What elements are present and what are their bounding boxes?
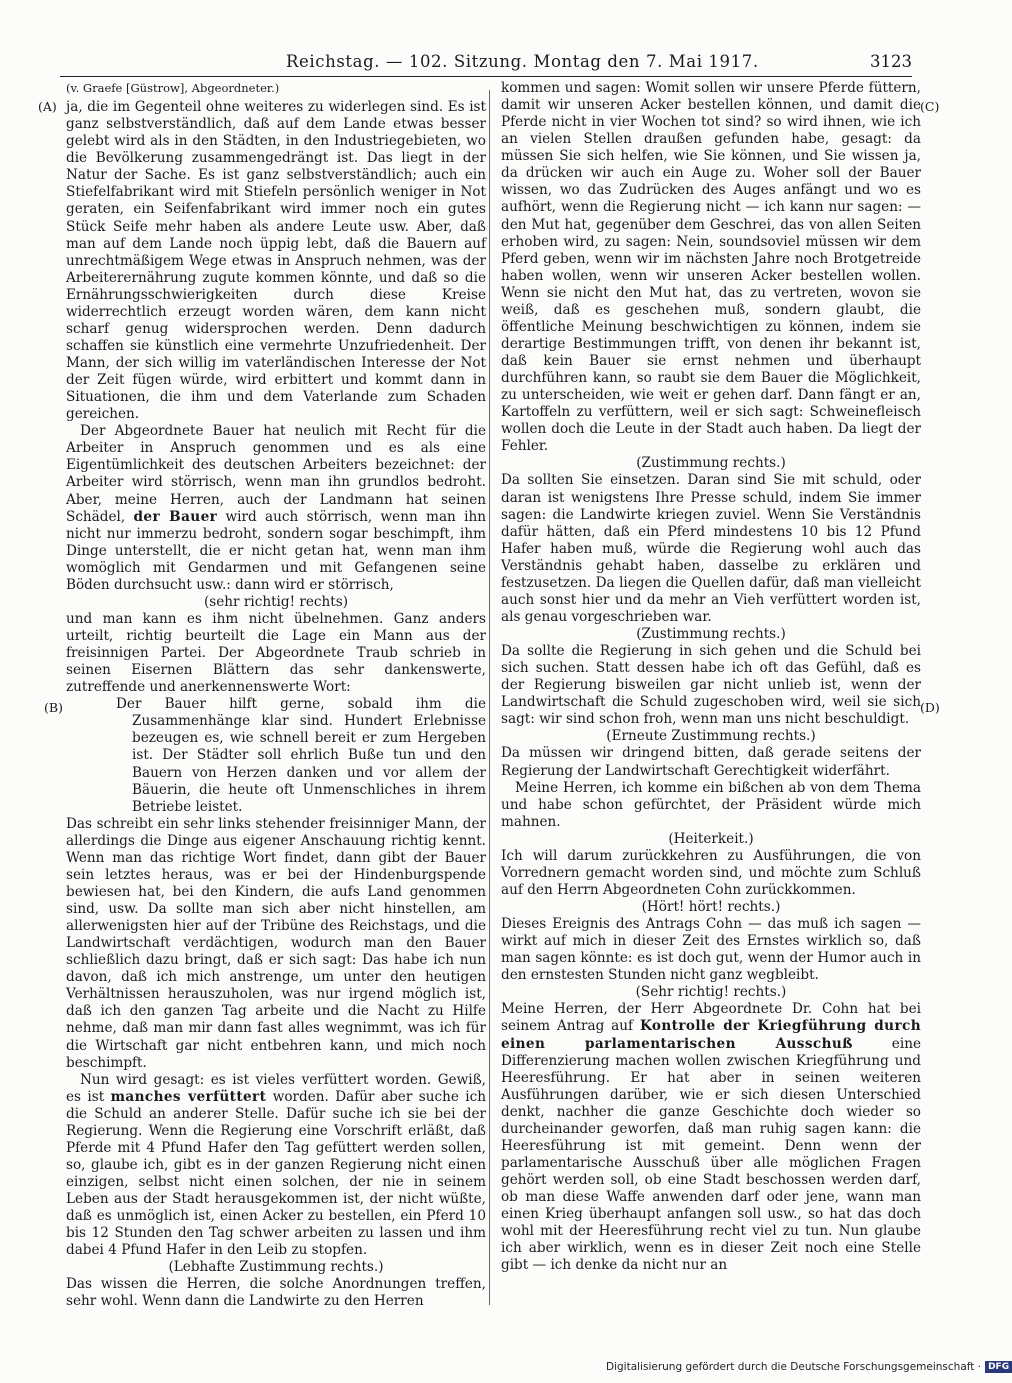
- emphasis: Kontrolle der Kriegführung durch einen parlamentarischen Ausschuß: [501, 1018, 921, 1052]
- footer-text: Digitalisierung gefördert durch die Deutsche Forschungsgemeinschaft: [606, 1361, 975, 1373]
- running-title: Reichstag. — 102. Sitzung. Montag den 7. Mai 1917.: [286, 52, 759, 71]
- funding-footer: Digitalisierung gefördert durch die Deutsche Forschungsgemeinschaft · DFG: [606, 1361, 1012, 1373]
- paragraph: Das wissen die Herren, die solche Anordnungen treffen, sehr wohl. Wenn dann die Landwirte zu den Herren: [66, 1276, 486, 1310]
- paragraph: Ich will darum zurückkehren zu Ausführungen, die von Vorrednern gemacht worden sind, und möchte zum Schluß auf den Herrn Abgeordneten Cohn zurückkommen.: [501, 847, 921, 898]
- paragraph: Da müssen wir dringend bitten, daß gerade seitens der Regierung der Landwirtschaft Gerechtigkeit widerfährt.: [501, 745, 921, 779]
- column-divider: [489, 90, 490, 1305]
- paragraph: Da sollten Sie einsetzen. Daran sind Sie mit schuld, oder daran ist wenigstens Ihre Presse schuld, indem Sie immer sagen: die Landwirte kriegen zuviel. Wenn Sie Verständnis dafür hätten, daß ein Pferd mindestens 10 bis 12 Pfund Hafer haben muß, würde die Regierung wohl auch das Verständnis gehabt haben, dasselbe zu erklären und festzusetzen. Da liegen die Quellen dafür, daß man vielleicht auch sonst hier und da mehr an Vieh verfüttert worden ist, als genau vorgeschrieben war.: [501, 472, 921, 625]
- interjection: (Zustimmung rechts.): [636, 455, 786, 472]
- left-column: [66, 80, 486, 1310]
- paragraph: Meine Herren, ich komme ein bißchen ab von dem Thema und habe schon gefürchtet, der Präsident würde mich mahnen.: [501, 779, 921, 830]
- margin-marker-a: (A): [38, 99, 57, 114]
- right-column: [501, 80, 921, 1310]
- paragraph: Meine Herren, der Herr Abgeordnete Dr. Cohn hat bei seinem Antrag auf Kontrolle der Kriegführung durch einen parlamentarischen Ausschuß eine Differenzierung machen wollen zwischen Kriegführung und Heeresführung. Er hat aber in seinen weiteren Ausführungen darüber, wie er sich diesen Unterschied denkt, nachher die ganze Geschichte doch wieder so durcheinander geworfen, daß man ruhig sagen kann: die Heeresführung ist mit gemeint. Denn wenn der parlamentarische Ausschuß über alle möglichen Fragen gehört werden soll, ob eine Stadt beschossen werden darf, ob man diese Waffe anwenden darf oder jene, wann man einen Krieg überhaupt anfangen soll usw., so hat das doch wohl mit der Heeresführung recht viel zu tun. Nun glaube ich aber wirklich, wenn es in dieser Zeit noch eine Stelle gibt — ich denke da nicht nur an: [501, 1001, 921, 1274]
- paragraph: und man kann es ihm nicht übelnehmen. Ganz anders urteilt, richtig beurteilt die Lage ein Mann aus der freisinnigen Partei. Der Abgeordnete Traub schrieb in seinen Eisernen Blättern das sehr dankenswerte, zutreffende und anerkennenswerte Wort:: [66, 610, 486, 696]
- interjection: (Zustimmung rechts.): [636, 626, 786, 642]
- emphasis: manches verfüttert: [110, 1088, 267, 1105]
- page-header: [60, 52, 912, 74]
- emphasis: der Bauer: [133, 508, 218, 525]
- interjection: (Sehr richtig! rechts.): [635, 984, 787, 1001]
- margin-marker-c: (C): [920, 99, 940, 114]
- interjection: (Lebhafte Zustimmung rechts.): [168, 1259, 384, 1276]
- paragraph: Dieses Ereignis des Antrags Cohn — das muß ich sagen — wirkt auf mich in dieser Zeit des Ernstes wirklich so, daß man sagen könnte: es ist doch gut, wenn der Humor auch in den ernstesten Stunden nicht ganz wegbleibt.: [501, 916, 921, 984]
- page-number: 3123: [870, 52, 912, 71]
- block-quote: Der Bauer hilft gerne, sobald ihm die Zusammenhänge klar sind. Hundert Erlebnisse bezeugen es, wie schnell bereit er zum Hergeben ist. Der Städter soll ehrlich Buße tun und den Bauern von Herzen danken und vor allem der Bäuerin, die heute oft Unmenschliches in ihrem Betriebe leistet.: [116, 696, 486, 815]
- paragraph: Da sollte die Regierung in sich gehen und die Schuld bei sich suchen. Statt dessen habe ich oft das Gefühl, daß es der Regierung bisweilen gar nicht unlieb ist, wenn der Landwirtschaft die Schuld zugeschoben wird, weil sie sich sagt: wir sind schon froh, wenn man uns nicht beschuldigt.: [501, 643, 921, 728]
- paragraph: Der Abgeordnete Bauer hat neulich mit Recht für die Arbeiter in Anspruch genommen und es als eine Eigentümlichkeit des deutschen Arbeiters bezeichnet: der Arbeiter wird störrisch, wenn man ihn grundlos bedroht. Aber, meine Herren, auch der Landmann hat seinen Schädel, der Bauer wird auch störrisch, wenn man ihn nicht nur immerzu bedroht, sondern sogar beschimpft, ihm Dinge unterstellt, die er nicht getan hat, wenn man ihm womöglich mit Gendarmen und mit Gefangenen seine Böden durchsucht usw.: dann wird er störrisch,: [66, 423, 486, 593]
- interjection: (Heiterkeit.): [668, 830, 754, 847]
- paragraph: ja, die im Gegenteil ohne weiteres zu widerlegen sind. Es ist ganz selbstverständlich, daß auf dem Lande etwas besser gelebt wird als in den Städten, in den Industriegebieten, wo die Bevölkerung zusammengedrängt ist. Das liegt in der Natur der Sache. Es ist ganz selbstverständlich; auch ein Stiefelfabrikant wird mit Stiefeln persönlich weniger in Not geraten, ein Seifenfabrikant wird immer noch ein gutes Stück Seife mehr haben als andere Leute usw. Aber, daß man auf dem Lande noch üppig lebt, daß die Bauern auf unrechtmäßigem Wege etwas in Anspruch nehmen, was der Arbeiterernährung zugute kommen könnte, und daß so die Ernährungsschwierigkeiten durch diese Kreise widerrechtlich erzeugt worden wären, dem kann nicht scharf genug widersprochen werden. Denn dadurch schaffen sie künstlich eine vermehrte Unzufriedenheit. Der Mann, der sich willig im vaterländischen Interesse der Not der Zeit fügen würde, wird erbittert und kommt dann in Situationen, die ihm und dem Vaterlande zum Schaden gereichen.: [66, 99, 486, 423]
- paragraph: Nun wird gesagt: es ist vieles verfüttert worden. Gewiß, es ist manches verfüttert worden. Dafür aber suche ich die Schuld an anderer Stelle. Dafür suche ich sie bei der Regierung. Wenn die Regierung eine Vorschrift erläßt, daß Pferde mit 4 Pfund Hafer den Tag gefüttert werden sollen, so, glaube ich, gibt es in der ganzen Regierung nicht einen einzigen, selbst nicht einen solchen, der nie in seinem Leben aus der Stadt herausgekommen ist, der nicht wüßte, daß es unmöglich ist, einen Acker zu bestellen, ein Pferd 10 bis 12 Stunden den Tag schwer arbeiten zu lassen und ihm dabei 4 Pfund Hafer in den Leib zu stopfen.: [66, 1071, 486, 1259]
- header-rule: [60, 76, 912, 77]
- margin-marker-b: (B): [44, 700, 63, 715]
- dfg-logo: DFG: [985, 1361, 1012, 1373]
- paragraph: Das schreibt ein sehr links stehender freisinniger Mann, der allerdings die Dinge aus eigener Anschauung richtig kennt. Wenn man das richtige Wort findet, dann gibt der Bauer sein letztes heraus, was er bei der Hindenburgspende bewiesen hat, bei den Kindern, die aufs Land genommen sind, usw. Da sollte man sich aber nicht hinstellen, am allerwenigsten hier auf der Tribüne des Reichstags, und die Landwirtschaft verdächtigen, wodurch man den Bauer schließlich dazu bringt, daß er sich sagt: Das habe ich nun davon, daß ich mich anstrenge, um unter den heutigen Verhältnissen herauszuholen, was nur irgend möglich ist, daß ich den ganzen Tag arbeite und die Nacht zu Hilfe nehme, daß man mir dann fast alles wegnimmt, was ich für die Wirtschaft gar nicht entbehren kann, und mich noch beschimpft.: [66, 815, 486, 1071]
- interjection: (Erneute Zustimmung rechts.): [606, 728, 816, 745]
- margin-marker-d: (D): [920, 700, 940, 715]
- interjection: (Hört! hört! rechts.): [641, 899, 781, 915]
- interjection: (sehr richtig! rechts): [203, 593, 349, 610]
- speaker-line: (v. Graefe [Güstrow], Abgeordneter.): [66, 81, 280, 95]
- paragraph: kommen und sagen: Womit sollen wir unsere Pferde füttern, damit wir unseren Acker bestellen können, und damit die Pferde nicht in vier Wochen tot sind? so wird ihnen, wie ich an vielen Stellen draußen gefunden habe, gesagt: da müssen Sie sich helfen, wie Sie können, und Sie wissen ja, da drücken wir auch ein Auge zu. Woher soll der Bauer wissen, wo das Zudrücken des Auges anfängt und wo es aufhört, wenn die Regierung nicht — ich kann nur sagen: — den Mut hat, gegenüber dem Geschrei, das von allen Seiten erhoben wird, zu sagen: Nein, soundsoviel müssen wir dem Pferd geben, wenn wir im nächsten Jahre noch Brotgetreide haben wollen, wenn wir unseren Acker bestellen wollen. Wenn sie nicht den Mut hat, das zu vertreten, wovon sie weiß, daß es geschehen muß, sondern glaubt, die öffentliche Meinung beschwichtigen zu können, indem sie derartige Bestimmungen trifft, von denen ihr bekannt ist, daß kein Bauer sie ernst nehmen und überhaupt durchführen kann, so raubt sie dem Bauer die Möglichkeit, zu unterscheiden, wie weit er gehen darf. Dann fängt er an, Kartoffeln zu verfüttern, weil er sich sagt: Schweinefleisch wollen doch die Leute in der Stadt auch haben. Da liegt der Fehler.: [501, 80, 921, 455]
